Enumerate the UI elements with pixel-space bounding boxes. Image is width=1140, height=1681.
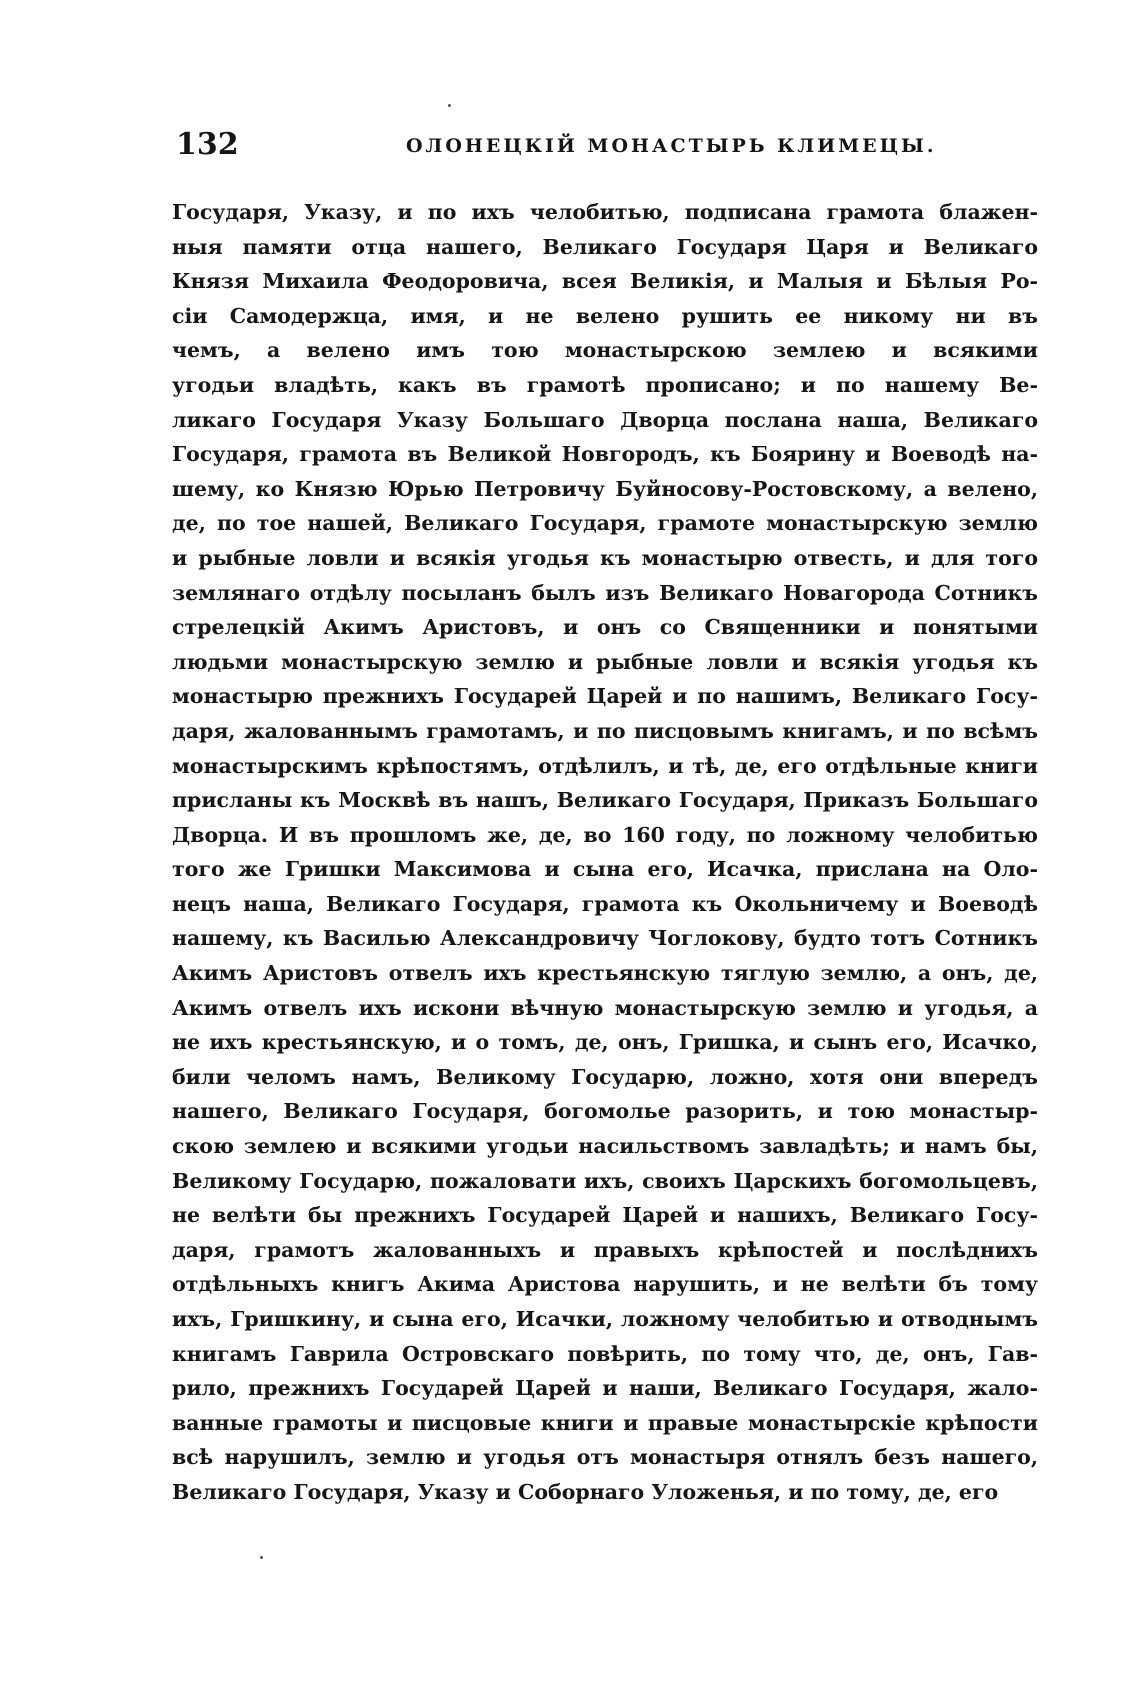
body-text	[172, 195, 1038, 1510]
page-header	[176, 128, 1044, 168]
text-line: и рыбные ловли и всякія угодья къ монастырю отвесть, и для того	[172, 545, 1038, 570]
text-line: стрелецкій Акимъ Аристовъ, и онъ со Священники и понятыми	[172, 615, 1038, 640]
text-line: де, по тое нашей, Великаго Государя, грамоте монастырскую землю	[172, 511, 1038, 536]
text-line: нашего, Великаго Государя, богомолье разорить, и тою монастыр-	[172, 1099, 1038, 1124]
text-line: ванные грамоты и писцовые книги и правые монастырскіе крѣпости	[172, 1410, 1038, 1435]
text-line: Великаго Государя, Указу и Соборнаго Уложенья, и по тому, де, его	[172, 1479, 999, 1504]
text-line: скою землею и всякими угодьи насильствомъ завладѣть; и намъ бы,	[172, 1134, 1038, 1159]
text-line: нецъ наша, Великаго Государя, грамота къ Окольничему и Воеводѣ	[172, 891, 1038, 916]
paper-speck	[448, 104, 451, 107]
text-line: того же Гришки Максимова и сына его, Исачка, прислана на Оло-	[172, 857, 1038, 882]
text-line: Великому Государю, пожаловати ихъ, своихъ Царскихъ богомольцевъ,	[172, 1168, 1038, 1193]
text-line: присланы къ Москвѣ въ нашъ, Великаго Государя, Приказъ Большаго	[172, 788, 1038, 813]
text-line: книгамъ Гаврила Островскаго повѣрить, по тому что, де, онъ, Гав-	[172, 1341, 1038, 1366]
text-line: ныя памяти отца нашего, Великаго Государя Царя и Великаго	[172, 234, 1038, 259]
text-line: даря, жалованнымъ грамотамъ, и по писцовымъ книгамъ, и по всѣмъ	[172, 718, 1038, 743]
text-line: не велѣти бы прежнихъ Государей Царей и нашихъ, Великаго Госу-	[172, 1203, 1038, 1228]
text-line: Князя Михаила Феодоровича, всея Великія, и Малыя и Бѣлыя Ро-	[172, 269, 1038, 294]
text-line: сіи Самодержца, имя, и не велено рушить ее никому ни въ	[172, 303, 1038, 328]
text-line: ихъ, Гришкину, и сына его, Исачки, ложному челобитью и отводнымъ	[172, 1307, 1038, 1331]
text-line: ликаго Государя Указу Большаго Дворца послана наша, Великаго	[172, 407, 1038, 432]
text-line: землянаго отдѣлу посыланъ былъ изъ Великаго Новагорода Сотникъ	[172, 580, 1038, 605]
text-line: людьми монастырскую землю и рыбные ловли и всякія угодья къ	[172, 649, 1038, 674]
text-line: Государя, Указу, и по ихъ челобитью, подписана грамота блажен-	[172, 200, 1038, 224]
text-line: угодьи владѣть, какъ въ грамотѣ прописано; и по нашему Ве-	[172, 372, 1038, 397]
text-line: монастырю прежнихъ Государей Царей и по нашимъ, Великаго Госу-	[172, 684, 1038, 709]
paper-speck	[260, 1556, 263, 1559]
text-line: чемъ, а велено имъ тою монастырскою землею и всякими	[172, 338, 1038, 363]
text-line: всѣ нарушилъ, землю и угодья отъ монастыря отнялъ безъ нашего,	[172, 1445, 1038, 1470]
text-line: монастырскимъ крѣпостямъ, отдѣлилъ, и тѣ, де, его отдѣльные книги	[172, 753, 1038, 778]
text-line: не ихъ крестьянскую, и о томъ, де, онъ, Гришка, и сынъ его, Исачко,	[172, 1030, 1038, 1055]
page-number: 132	[176, 127, 239, 162]
text-line: даря, грамотъ жалованныхъ и правыхъ крѣпостей и послѣднихъ	[172, 1237, 1038, 1262]
text-line: отдѣльныхъ книгъ Акима Аристова нарушить, и не велѣти бъ тому	[172, 1272, 1038, 1297]
text-line: Акимъ отвелъ ихъ искони вѣчную монастырскую землю и угодья, а	[172, 995, 1038, 1020]
text-line: шему, ко Князю Юрью Петровичу Буйносову-Ростовскому, а велено,	[172, 476, 1038, 501]
text-line: Дворца. И въ прошломъ же, де, во 160 году, по ложному челобитью	[172, 822, 1038, 847]
text-line: нашему, къ Василью Александровичу Чоглокову, будто тотъ Сотникъ	[172, 926, 1038, 951]
text-line: Акимъ Аристовъ отвелъ ихъ крестьянскую тяглую землю, а онъ, де,	[172, 961, 1038, 986]
text-line: Государя, грамота въ Великой Новгородъ, къ Боярину и Воеводѣ на-	[172, 442, 1038, 467]
text-line: рило, прежнихъ Государей Царей и наши, Великаго Государя, жало-	[172, 1376, 1038, 1401]
running-title: ОЛОНЕЦКІЙ МОНАСТЫРЬ КЛИМЕЦЫ.	[406, 135, 937, 157]
text-line: били челомъ намъ, Великому Государю, ложно, хотя они впередъ	[172, 1064, 1038, 1089]
